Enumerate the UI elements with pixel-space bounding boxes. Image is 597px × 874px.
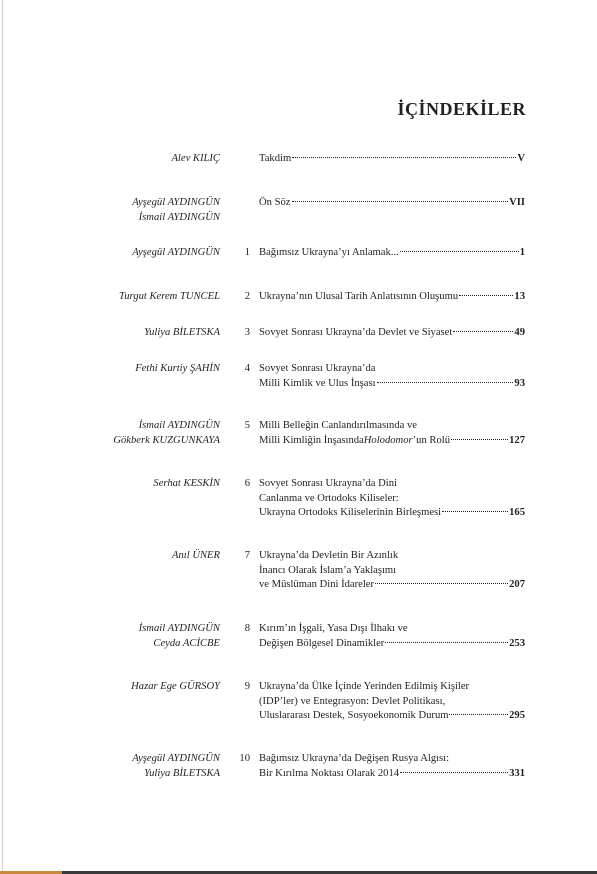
chapter-title-line: Sovyet Sonrası Ukrayna’da Devlet ve Siyaset — [259, 327, 453, 338]
chapter-title-line: Milli Kimliğin İnşasında — [259, 434, 364, 446]
chapter-title-line: (IDP’ler) ve Entegrasyon: Devlet Politikası, — [259, 695, 446, 707]
page-number: 49 — [514, 327, 525, 338]
chapter-title — [259, 419, 525, 448]
dot-leader — [400, 772, 508, 773]
toc-authors — [20, 752, 220, 781]
page-title: İÇİNDEKİLER — [397, 99, 526, 119]
page-border — [2, 0, 3, 874]
chapter-title-line: Değişen Bölgesel Dinamikler — [259, 637, 385, 649]
chapter-title-line: Canlanma ve Ortodoks Kiliseler: — [259, 492, 399, 504]
chapter-title-last-line — [259, 377, 525, 392]
chapter-number: 7 — [244, 550, 250, 561]
chapter-title-last-line — [259, 152, 525, 167]
page-number: 207 — [509, 579, 525, 590]
chapter-title-last-line — [259, 196, 525, 211]
chapter-number: 6 — [244, 478, 250, 489]
dot-leader — [459, 295, 513, 296]
chapter-title-line: Sovyet Sonrası Ukrayna’da Dini — [259, 478, 397, 489]
author-name: Ayşegül AYDINGÜN — [132, 247, 220, 258]
toc-authors — [20, 246, 220, 261]
page-number: VII — [509, 197, 525, 208]
chapter-title — [259, 246, 525, 261]
chapter-title-line: Ukrayna’da Devletin Bir Azınlık — [259, 550, 399, 561]
chapter-number: 5 — [244, 420, 250, 431]
chapter-title — [259, 680, 525, 724]
chapter-title-line: Bağımsız Ukrayna’da Değişen Rusya Algısı: — [259, 753, 450, 764]
chapter-title — [259, 477, 525, 521]
chapter-title — [259, 196, 525, 211]
author-name: Hazar Ege GÜRSOY — [131, 681, 220, 692]
chapter-title-line: ve Müslüman Dini İdareler — [259, 579, 375, 590]
dot-leader — [400, 251, 519, 252]
chapter-title-line: Kırım’ın İşgali, Yasa Dışı İlhakı ve — [259, 623, 408, 634]
chapter-title-last-line — [259, 578, 525, 593]
page-number: 253 — [509, 637, 525, 649]
chapter-title-last-line — [259, 506, 525, 521]
page-number: 295 — [509, 710, 525, 721]
dot-leader — [292, 201, 509, 202]
chapter-title-line: Uluslararası Destek, Sosyoekonomik Durum — [259, 710, 449, 721]
toc-authors — [20, 419, 220, 448]
toc-authors — [20, 362, 220, 377]
toc-authors — [20, 680, 220, 695]
page-number: 93 — [514, 377, 525, 389]
chapter-title-line: Sovyet Sonrası Ukrayna’da — [259, 363, 376, 374]
dot-leader — [442, 511, 508, 512]
author-name: İsmail AYDINGÜN — [138, 211, 220, 223]
dot-leader — [449, 714, 508, 715]
chapter-title-line: Ukrayna’nın Ulusal Tarih Anlatısının Oluşumu — [259, 291, 459, 302]
author-name: Anıl ÜNER — [172, 550, 220, 561]
chapter-title — [259, 752, 525, 781]
chapter-number: 3 — [244, 327, 250, 338]
chapter-title-last-line — [259, 637, 525, 652]
chapter-number: 1 — [244, 247, 250, 258]
chapter-number: 2 — [244, 291, 250, 302]
chapter-title-suffix: ’un Rolü — [412, 434, 450, 446]
toc-authors — [20, 152, 220, 167]
author-name: Yuliya BİLETSKA — [144, 767, 220, 779]
chapter-title-line: İnancı Olarak İslam’a Yaklaşımı — [259, 564, 397, 576]
chapter-title-line: Ön Söz — [259, 197, 291, 208]
dot-leader — [385, 642, 508, 643]
page-number: 13 — [514, 291, 525, 302]
chapter-number: 4 — [244, 363, 250, 374]
chapter-title — [259, 152, 525, 167]
chapter-title — [259, 622, 525, 651]
chapter-title — [259, 549, 525, 593]
chapter-title-line: Ukrayna’da Ülke İçinde Yerinden Edilmiş Kişiler — [259, 681, 470, 692]
author-name: Turgut Kerem TUNCEL — [118, 291, 220, 302]
chapter-number: 10 — [239, 753, 250, 764]
author-name: Serhat KESKİN — [153, 478, 220, 489]
chapter-title-line: Bir Kırılma Noktası Olarak 2014 — [259, 767, 400, 779]
chapter-title-line: Milli Kimlik ve Ulus İnşası — [259, 377, 376, 389]
author-name: Alev KILIÇ — [171, 153, 220, 164]
chapter-title — [259, 290, 525, 305]
dot-leader — [451, 439, 508, 440]
chapter-title-last-line — [259, 709, 525, 724]
chapter-title — [259, 326, 525, 341]
author-name: Yuliya BİLETSKA — [144, 327, 220, 338]
toc-authors — [20, 622, 220, 651]
author-name: Ayşegül AYDINGÜN — [132, 753, 220, 764]
dot-leader — [453, 331, 513, 332]
chapter-title-line: Bağımsız Ukrayna’yı Anlamak... — [259, 247, 399, 258]
page-number: 331 — [509, 767, 525, 779]
page-number: 165 — [509, 507, 525, 518]
chapter-title-last-line — [259, 326, 525, 341]
author-name: İsmail AYDINGÜN — [138, 420, 220, 431]
dot-leader — [292, 157, 516, 158]
author-name: Gökberk KUZGUNKAYA — [113, 434, 220, 446]
chapter-title-last-line — [259, 246, 525, 261]
chapter-title-last-line — [259, 290, 525, 305]
author-name: Fethi Kurtiy ŞAHİN — [135, 363, 220, 374]
page-number: V — [517, 153, 525, 164]
chapter-title — [259, 362, 525, 391]
dot-leader — [377, 382, 514, 383]
author-name: Ceyda ACİCBE — [153, 637, 220, 649]
chapter-number: 8 — [244, 623, 250, 634]
toc-authors — [20, 290, 220, 305]
chapter-number: 9 — [244, 681, 250, 692]
author-name: İsmail AYDINGÜN — [138, 623, 220, 634]
toc-authors — [20, 326, 220, 341]
page-number: 127 — [509, 434, 525, 446]
page-number: 1 — [519, 247, 525, 258]
toc-authors — [20, 477, 220, 492]
chapter-title-line: Ukrayna Ortodoks Kiliselerinin Birleşmesi — [259, 507, 442, 518]
italic-term: Holodomor — [363, 434, 413, 446]
chapter-title-last-line — [259, 434, 525, 449]
chapter-title-line: Takdim — [259, 153, 292, 164]
toc-authors — [20, 196, 220, 225]
author-name: Ayşegül AYDINGÜN — [132, 197, 220, 208]
dot-leader — [375, 583, 508, 584]
chapter-title-last-line — [259, 767, 525, 782]
toc-authors — [20, 549, 220, 564]
chapter-title-line: Milli Belleğin Canlandırılmasında ve — [259, 420, 417, 431]
